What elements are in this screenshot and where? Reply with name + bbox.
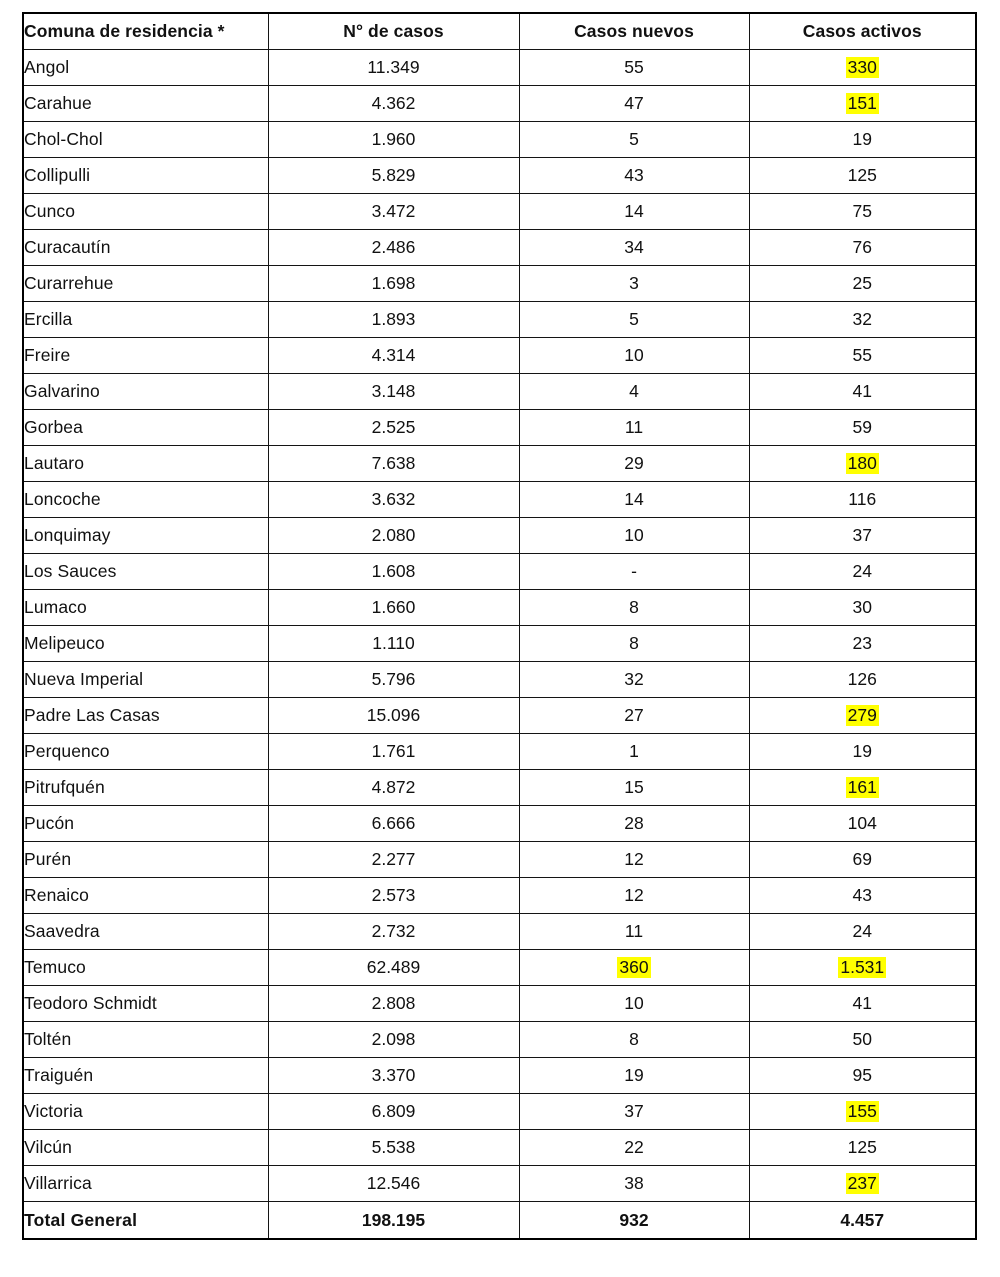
table-row [23,1094,976,1130]
cell-casos-nuevos: 19 [519,1058,749,1094]
cell-comuna: Perquenco [23,734,268,770]
highlighted-value: 1.531 [840,956,885,977]
cell-casos-activos [749,770,976,806]
cell-total-casos: 5.829 [268,158,519,194]
table-row [23,338,976,374]
table-row [23,410,976,446]
cell-casos-nuevos: 15 [519,770,749,806]
cell-comuna: Vilcún [23,1130,268,1166]
cell-casos-activos: 19 [749,734,976,770]
cell-comuna: Saavedra [23,914,268,950]
table-row [23,374,976,410]
cell-total-casos: 6.809 [268,1094,519,1130]
table-row [23,914,976,950]
cell-comuna: Victoria [23,1094,268,1130]
cell-casos-nuevos: 3 [519,266,749,302]
cell-total-casos: 6.666 [268,806,519,842]
cell-casos-nuevos: 55 [519,50,749,86]
cell-casos-nuevos: 11 [519,410,749,446]
cell-casos-activos [749,1094,976,1130]
cell-comuna: Ercilla [23,302,268,338]
cell-comuna: Pucón [23,806,268,842]
table-row [23,446,976,482]
cell-casos-nuevos: 14 [519,194,749,230]
total-casos-activos: 4.457 [749,1202,976,1240]
cell-total-casos: 1.698 [268,266,519,302]
cell-comuna: Carahue [23,86,268,122]
table-row [23,266,976,302]
cell-casos-nuevos: 38 [519,1166,749,1202]
cell-casos-activos: 41 [749,374,976,410]
highlighted-value: 161 [847,776,877,797]
table-row [23,626,976,662]
cell-total-casos: 1.110 [268,626,519,662]
cell-total-casos: 2.098 [268,1022,519,1058]
total-total-casos: 198.195 [268,1202,519,1240]
cell-casos-activos: 69 [749,842,976,878]
cell-casos-activos: 37 [749,518,976,554]
cell-casos-nuevos [519,950,749,986]
highlighted-value: 360 [619,956,649,977]
cell-casos-activos [749,50,976,86]
table-row [23,1166,976,1202]
cell-casos-activos [749,698,976,734]
cell-total-casos: 3.370 [268,1058,519,1094]
cell-casos-nuevos: 10 [519,518,749,554]
cell-total-casos: 2.486 [268,230,519,266]
cell-comuna: Cunco [23,194,268,230]
cell-casos-nuevos: 10 [519,986,749,1022]
cell-casos-nuevos: 8 [519,590,749,626]
table-row [23,734,976,770]
column-header-casos-activos: Casos activos [749,13,976,50]
cell-casos-activos: 116 [749,482,976,518]
table-row [23,806,976,842]
cell-casos-nuevos: 5 [519,302,749,338]
cell-casos-activos [749,950,976,986]
cell-casos-nuevos: 8 [519,626,749,662]
cell-total-casos: 1.660 [268,590,519,626]
table-row [23,554,976,590]
table-row [23,50,976,86]
table-row [23,302,976,338]
cell-comuna: Temuco [23,950,268,986]
cell-casos-nuevos: 22 [519,1130,749,1166]
cell-total-casos: 4.362 [268,86,519,122]
cell-total-casos: 2.808 [268,986,519,1022]
cell-casos-activos: 43 [749,878,976,914]
cell-casos-activos [749,446,976,482]
cell-casos-nuevos: 29 [519,446,749,482]
cell-casos-nuevos: 12 [519,878,749,914]
table-row [23,1022,976,1058]
cell-comuna: Gorbea [23,410,268,446]
highlighted-value: 151 [847,92,877,113]
cell-total-casos: 1.761 [268,734,519,770]
cell-total-casos: 1.608 [268,554,519,590]
cell-casos-activos: 32 [749,302,976,338]
cell-casos-nuevos: 10 [519,338,749,374]
table-row [23,1130,976,1166]
table-header [23,13,976,50]
column-header-total-casos: N° de casos [268,13,519,50]
cell-total-casos: 5.538 [268,1130,519,1166]
cell-comuna: Melipeuco [23,626,268,662]
cell-casos-activos: 75 [749,194,976,230]
cell-casos-nuevos: 8 [519,1022,749,1058]
cell-comuna: Nueva Imperial [23,662,268,698]
cell-casos-nuevos: 12 [519,842,749,878]
cell-total-casos: 4.872 [268,770,519,806]
cell-comuna: Traiguén [23,1058,268,1094]
cell-casos-activos: 76 [749,230,976,266]
cell-casos-nuevos: 47 [519,86,749,122]
cell-total-casos: 12.546 [268,1166,519,1202]
cell-total-casos: 2.277 [268,842,519,878]
table-row [23,842,976,878]
cell-total-casos: 62.489 [268,950,519,986]
table-row [23,986,976,1022]
highlighted-value: 237 [847,1172,877,1193]
cell-comuna: Loncoche [23,482,268,518]
cell-comuna: Purén [23,842,268,878]
table-row [23,590,976,626]
cell-comuna: Freire [23,338,268,374]
cell-casos-nuevos: 37 [519,1094,749,1130]
total-label: Total General [23,1202,268,1240]
cell-comuna: Padre Las Casas [23,698,268,734]
cell-casos-activos: 24 [749,554,976,590]
cell-casos-nuevos: 32 [519,662,749,698]
cell-casos-nuevos: 5 [519,122,749,158]
cell-casos-nuevos: - [519,554,749,590]
cell-comuna: Galvarino [23,374,268,410]
table-body [23,50,976,1240]
cell-casos-activos [749,1166,976,1202]
highlighted-value: 330 [847,56,877,77]
highlighted-value: 279 [847,704,877,725]
table-total-row [23,1202,976,1240]
table-row [23,698,976,734]
table-row [23,86,976,122]
table-row [23,1058,976,1094]
cell-comuna: Chol-Chol [23,122,268,158]
cell-total-casos: 5.796 [268,662,519,698]
table-row [23,482,976,518]
total-casos-nuevos: 932 [519,1202,749,1240]
cell-casos-activos [749,86,976,122]
cell-casos-nuevos: 14 [519,482,749,518]
column-header-comuna: Comuna de residencia * [23,13,268,50]
cell-total-casos: 15.096 [268,698,519,734]
cell-total-casos: 1.893 [268,302,519,338]
table-row [23,122,976,158]
cell-casos-nuevos: 1 [519,734,749,770]
cell-comuna: Curarrehue [23,266,268,302]
column-header-casos-nuevos: Casos nuevos [519,13,749,50]
table-row [23,878,976,914]
header-row [23,13,976,50]
cell-total-casos: 3.472 [268,194,519,230]
cell-casos-activos: 125 [749,1130,976,1166]
cell-total-casos: 2.525 [268,410,519,446]
cell-casos-activos: 24 [749,914,976,950]
cell-casos-activos: 95 [749,1058,976,1094]
highlighted-value: 180 [847,452,877,473]
cell-comuna: Angol [23,50,268,86]
cell-comuna: Collipulli [23,158,268,194]
cell-casos-nuevos: 34 [519,230,749,266]
cell-comuna: Villarrica [23,1166,268,1202]
cell-comuna: Toltén [23,1022,268,1058]
cell-casos-nuevos: 28 [519,806,749,842]
table-row [23,158,976,194]
table-row [23,518,976,554]
cell-casos-activos: 104 [749,806,976,842]
cell-casos-nuevos: 11 [519,914,749,950]
cell-total-casos: 3.148 [268,374,519,410]
cell-total-casos: 4.314 [268,338,519,374]
cell-casos-activos: 126 [749,662,976,698]
cell-total-casos: 2.080 [268,518,519,554]
table-row [23,230,976,266]
cell-casos-activos: 23 [749,626,976,662]
cell-comuna: Pitrufquén [23,770,268,806]
cell-casos-activos: 19 [749,122,976,158]
cell-comuna: Teodoro Schmidt [23,986,268,1022]
cell-comuna: Los Sauces [23,554,268,590]
highlighted-value: 155 [847,1100,877,1121]
cell-casos-activos: 55 [749,338,976,374]
cell-casos-activos: 125 [749,158,976,194]
cell-comuna: Lumaco [23,590,268,626]
cell-comuna: Lonquimay [23,518,268,554]
cases-by-commune-table [22,12,977,1240]
cell-casos-nuevos: 4 [519,374,749,410]
table-row [23,662,976,698]
cell-total-casos: 2.732 [268,914,519,950]
cell-total-casos: 11.349 [268,50,519,86]
cell-comuna: Curacautín [23,230,268,266]
table-row [23,194,976,230]
cell-comuna: Renaico [23,878,268,914]
table-row [23,770,976,806]
cell-casos-activos: 30 [749,590,976,626]
cell-casos-nuevos: 27 [519,698,749,734]
cell-casos-activos: 50 [749,1022,976,1058]
cell-casos-activos: 25 [749,266,976,302]
cell-casos-nuevos: 43 [519,158,749,194]
cell-total-casos: 1.960 [268,122,519,158]
cell-comuna: Lautaro [23,446,268,482]
table-row [23,950,976,986]
cell-casos-activos: 41 [749,986,976,1022]
cell-total-casos: 3.632 [268,482,519,518]
cell-casos-activos: 59 [749,410,976,446]
cell-total-casos: 2.573 [268,878,519,914]
cell-total-casos: 7.638 [268,446,519,482]
